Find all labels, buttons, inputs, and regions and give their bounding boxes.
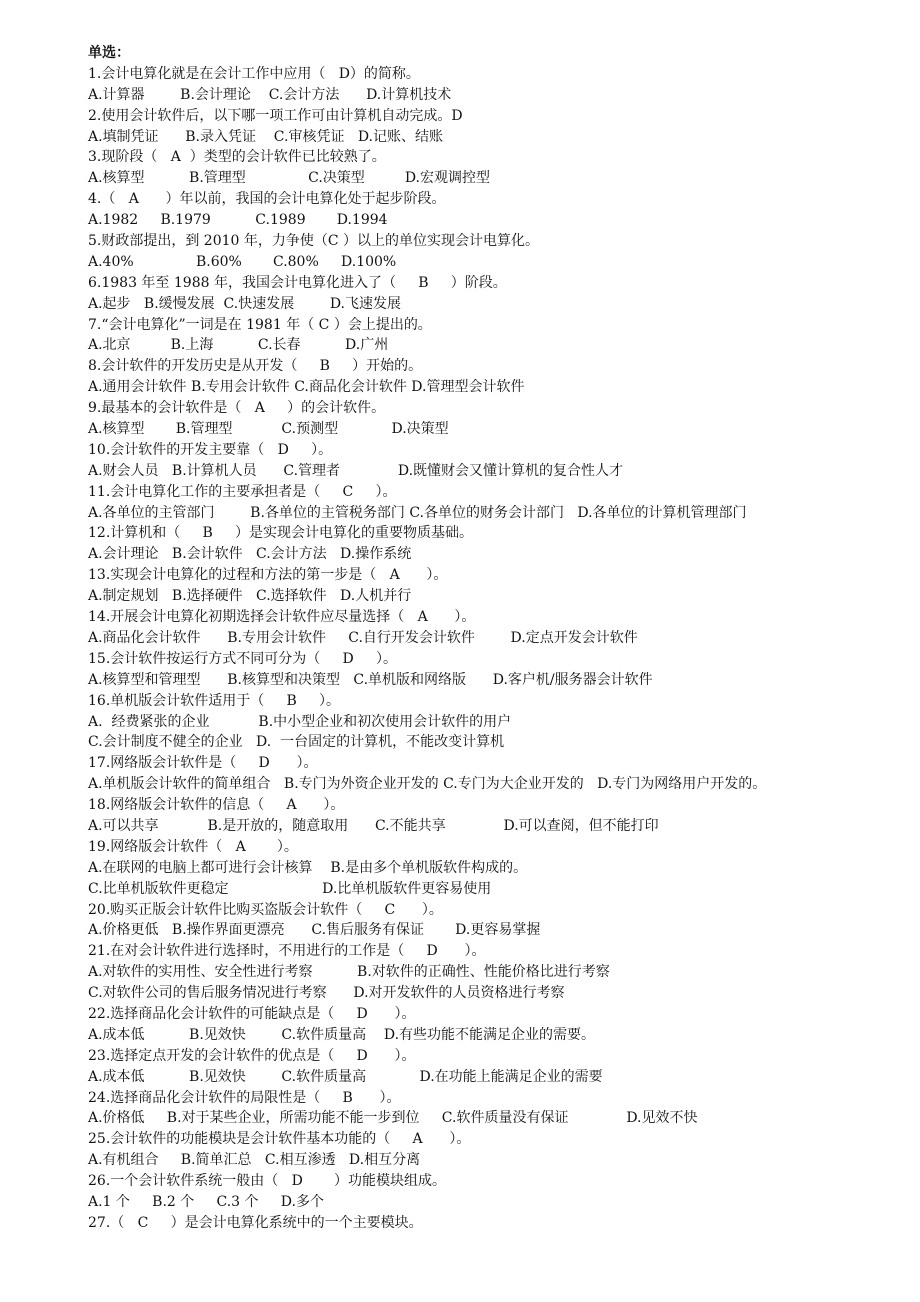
question-stem: 5.财政部提出，到 2010 年，力争使（C ）以上的单位实现会计电算化。: [88, 233, 540, 250]
answer-options: A.通用会计软件 B.专用会计软件 C.商品化会计软件 D.管理型会计软件: [88, 379, 525, 396]
question-stem: 6.1983 年至 1988 年，我国会计电算化进入了（ B ）阶段。: [88, 274, 507, 291]
answer-options: A.对软件的实用性、安全性进行考察 B.对软件的正确性、性能价格比进行考察: [88, 964, 610, 981]
question-stem: 1.会计电算化就是在会计工作中应用（ D）的简称。: [88, 65, 420, 82]
answer-options: A.成本低 B.见效快 C.软件质量高 D.有些功能不能满足企业的需要。: [88, 1026, 596, 1043]
answer-options: A.财会人员 B.计算机人员 C.管理者 D.既懂财会又懂计算机的复合性人才: [88, 462, 624, 479]
answer-options: A.填制凭证 B.录入凭证 C.审核凭证 D.记账、结账: [88, 128, 443, 145]
question-list: [88, 64, 888, 1234]
answer-options: C.比单机版软件更稳定 D.比单机版软件更容易使用: [88, 880, 492, 897]
question-stem: 10.会计软件的开发主要靠（ D ）。: [88, 441, 333, 458]
answer-options: A.有机组合 B.简单汇总 C.相互渗透 D.相互分离: [88, 1152, 421, 1169]
question-stem: 14.开展会计电算化初期选择会计软件应尽量选择（ A ）。: [88, 609, 476, 626]
question-stem: 11.会计电算化工作的主要承担者是（ C ）。: [88, 483, 397, 500]
question-stem: 17.网络版会计软件是（ D ）。: [88, 755, 318, 772]
question-stem: 26.一个会计软件系统一般由（ D ）功能模块组成。: [88, 1173, 446, 1190]
question-stem: 25.会计软件的功能模块是会计软件基本功能的（ A ）。: [88, 1131, 471, 1148]
question-stem: 19.网络版会计软件（ A ）。: [88, 838, 298, 855]
answer-options: A. 经费紧张的企业 B.中小型企业和初次使用会计软件的用户: [88, 713, 512, 730]
answer-options: A.成本低 B.见效快 C.软件质量高 D.在功能上能满足企业的需要: [88, 1068, 603, 1085]
answer-options: C.对软件公司的售后服务情况进行考察 D.对开发软件的人员资格进行考察: [88, 985, 565, 1002]
answer-options: A.1982 B.1979 C.1989 D.1994: [88, 212, 388, 229]
answer-options: A.计算器 B.会计理论 C.会计方法 D.计算机技术: [88, 86, 452, 103]
question-stem: 20.购买正版会计软件比购买盗版会计软件（ C ）。: [88, 901, 443, 918]
answer-options: A.北京 B.上海 C.长春 D.广州: [88, 337, 389, 354]
answer-options: A.核算型和管理型 B.核算型和决策型 C.单机版和网络版 D.客户机/服务器会计软件: [88, 671, 653, 688]
answer-options: A.40% B.60% C.80% D.100%: [88, 253, 397, 270]
question-stem: 18.网络版会计软件的信息（ A ）。: [88, 797, 345, 814]
answer-options: A.各单位的主管部门 B.各单位的主管税务部门 C.各单位的财务会计部门 D.各单位的计算机管理部门: [88, 504, 747, 521]
answer-options: A.单机版会计软件的简单组合 B.专门为外资企业开发的 C.专门为大企业开发的 D.专门为网络用户开发的。: [88, 776, 767, 793]
question-stem: 24.选择商品化会计软件的局限性是（ B ）。: [88, 1089, 401, 1106]
question-stem: 8.会计软件的开发历史是从开发（ B ）开始的。: [88, 358, 423, 375]
question-stem: 2.使用会计软件后，以下哪一项工作可由计算机自动完成。D: [88, 107, 463, 124]
question-stem: 7.“会计电算化”一词是在 1981 年（ C ）会上提出的。: [88, 316, 432, 333]
question-stem: 13.实现会计电算化的过程和方法的第一步是（ A ）。: [88, 567, 448, 584]
answer-options: A.可以共享 B.是开放的，随意取用 C.不能共享 D.可以查阅，但不能打印: [88, 817, 659, 834]
question-stem: 23.选择定点开发的会计软件的优点是（ D ）。: [88, 1047, 416, 1064]
answer-options: A.商品化会计软件 B.专用会计软件 C.自行开发会计软件 D.定点开发会计软件: [88, 629, 638, 646]
question-stem: 4.（ A ）年以前，我国的会计电算化处于起步阶段。: [88, 191, 446, 208]
question-stem: 3.现阶段（ A ）类型的会计软件已比较熟了。: [88, 149, 386, 166]
document-page: [88, 43, 888, 1234]
section-heading: 单选：: [88, 45, 130, 61]
question-stem: 16.单机版会计软件适用于（ B ）。: [88, 692, 341, 709]
answer-options: A.1 个 B.2 个 C.3 个 D.多个: [88, 1193, 324, 1210]
answer-options: C.会计制度不健全的企业 D. 一台固定的计算机，不能改变计算机: [88, 734, 505, 751]
question-stem: 27.（ C ）是会计电算化系统中的一个主要模块。: [88, 1214, 423, 1231]
question-stem: 12.计算机和（ B ）是实现会计电算化的重要物质基础。: [88, 525, 474, 542]
answer-options: A.在联网的电脑上都可进行会计核算 B.是由多个单机版软件构成的。: [88, 859, 528, 876]
answer-options: A.会计理论 B.会计软件 C.会计方法 D.操作系统: [88, 546, 412, 563]
question-stem: 15.会计软件按运行方式不同可分为（ D ）。: [88, 650, 397, 667]
answer-options: A.制定规划 B.选择硬件 C.选择软件 D.人机并行: [88, 588, 412, 605]
answer-options: A.价格低 B.对于某些企业，所需功能不能一步到位 C.软件质量没有保证 D.见效不快: [88, 1110, 698, 1127]
answer-options: A.核算型 B.管理型 C.决策型 D.宏观调控型: [88, 170, 490, 187]
question-stem: 21.在对会计软件进行选择时，不用进行的工作是（ D ）。: [88, 943, 486, 960]
answer-options: A.起步 B.缓慢发展 C.快速发展 D.飞速发展: [88, 295, 401, 312]
question-stem: 9.最基本的会计软件是（ A ）的会计软件。: [88, 400, 386, 417]
answer-options: A.价格更低 B.操作界面更漂亮 C.售后服务有保证 D.更容易掌握: [88, 922, 541, 939]
question-stem: 22.选择商品化会计软件的可能缺点是（ D ）。: [88, 1005, 416, 1022]
answer-options: A.核算型 B.管理型 C.预测型 D.决策型: [88, 421, 449, 438]
